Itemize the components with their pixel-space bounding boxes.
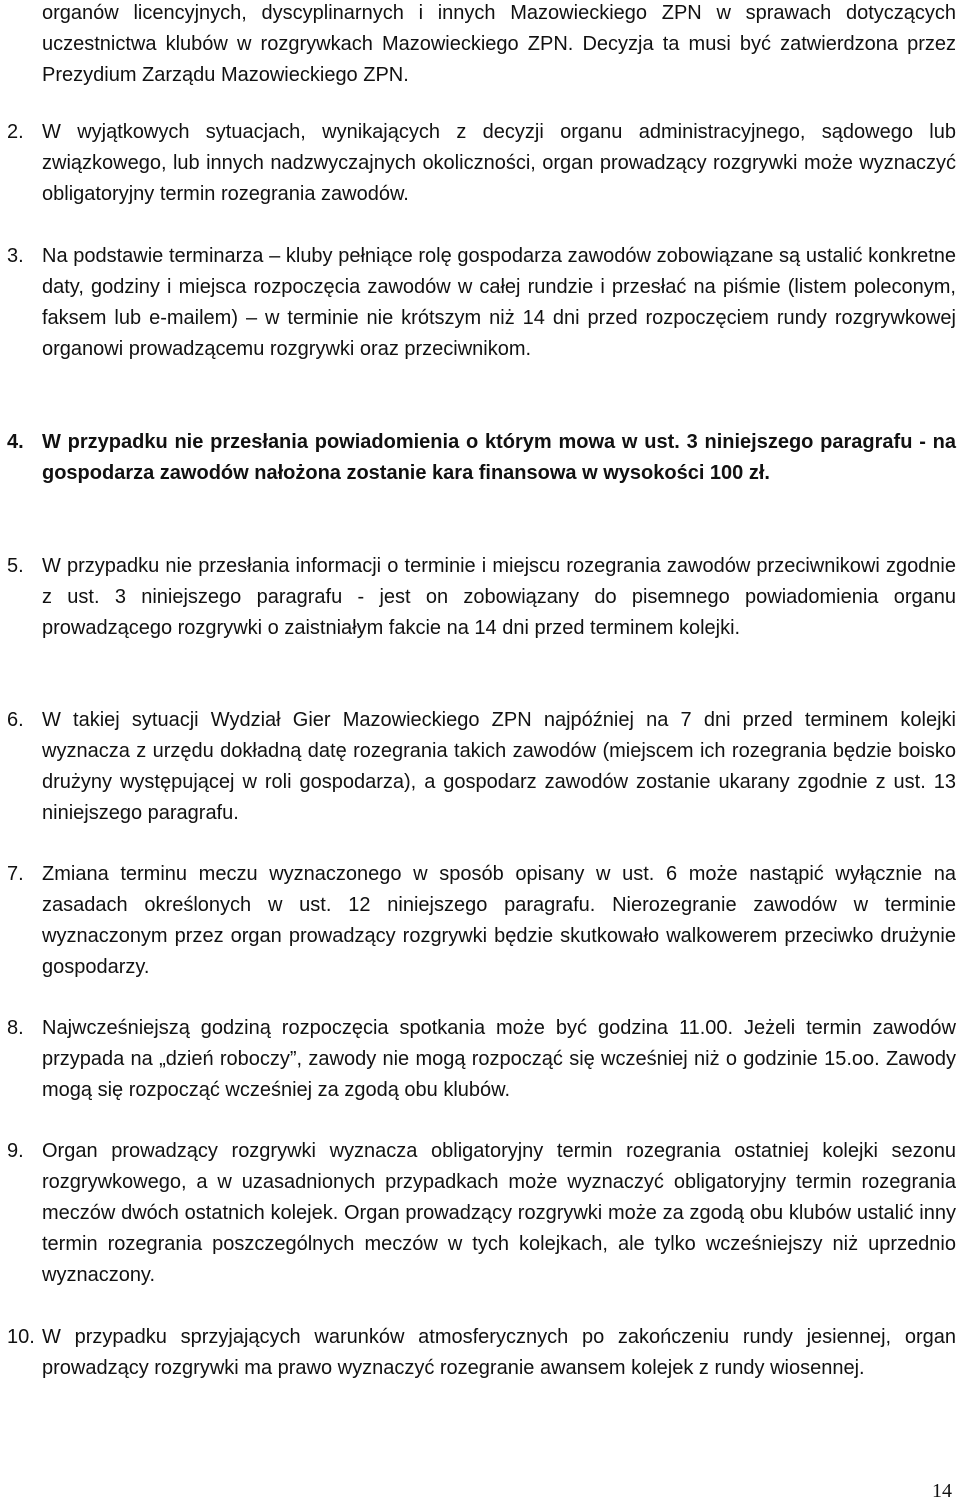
item-number: 5. (7, 555, 24, 577)
item-number: 10. (7, 1326, 35, 1348)
item-text: Organ prowadzący rozgrywki wyznacza obligatoryjny termin rozegrania ostatniej kolejki sezonu rozgrywkowego, a w uzasadnionych przypadkach może wyznaczyć obligatoryjny termin rozegrania meczów dwóch ostatnich kolejek. Organ prowadzący rozgrywki może za zgodą obu klubów ustalić inny termin rozegrania poszczególnych meczów w tych kolejkach, ale tylko wcześniejszy niż uprzednio wyznaczony. (42, 1140, 956, 1286)
item-text: W przypadku nie przesłania powiadomienia o którym mowa w ust. 3 niniejszego paragrafu - na gospodarza zawodów nałożona zostanie kara finansowa w wysokości 100 zł. (42, 431, 956, 484)
item-number: 2. (7, 121, 24, 143)
item-number: 9. (7, 1140, 24, 1162)
item-number: 7. (7, 863, 24, 885)
item-text: Na podstawie terminarza – kluby pełniące rolę gospodarza zawodów zobowiązane są ustalić konkretne daty, godziny i miejsca rozpoczęcia zawodów w całej rundzie i przesłać na piśmie (listem poleconym, faksem lub e-mailem) – w terminie nie krótszym niż 14 dni przed rozpoczęciem rundy rozgrywkowej organowi prowadzącemu rozgrywki oraz przeciwnikom. (42, 245, 956, 360)
item-number: 8. (7, 1017, 24, 1039)
continuation-paragraph: organów licencyjnych, dyscyplinarnych i innych Mazowieckiego ZPN w sprawach dotyczących uczestnictwa klubów w rozgrywkach Mazowieckiego ZPN. Decyzja ta musi być zatwierdzona przez Prezydium Zarządu Mazowieckiego ZPN. (42, 2, 956, 86)
item-text: W takiej sytuacji Wydział Gier Mazowieckiego ZPN najpóźniej na 7 dni przed terminem kolejki wyznacza z urzędu dokładną datę rozegrania takich zawodów (miejscem ich rozegrania będzie boisko drużyny występującej w roli gospodarza), a gospodarz zawodów zostanie ukarany zgodnie z ust. 13 niniejszego paragrafu. (42, 709, 956, 824)
item-text: W przypadku sprzyjających warunków atmosferycznych po zakończeniu rundy jesiennej, organ prowadzący rozgrywki ma prawo wyznaczyć rozegranie awansem kolejek z rundy wiosennej. (42, 1326, 956, 1379)
item-text: Najwcześniejszą godziną rozpoczęcia spotkania może być godzina 11.00. Jeżeli termin zawodów przypada na „dzień roboczy”, zawody nie mogą rozpocząć się wcześniej niż o godzinie 15.oo. Zawody mogą się rozpocząć wcześniej za zgodą obu klubów. (42, 1017, 956, 1101)
item-text: Zmiana terminu meczu wyznaczonego w sposób opisany w ust. 6 może nastąpić wyłącznie na zasadach określonych w ust. 12 niniejszego paragrafu. Nierozegranie zawodów w terminie wyznaczonym przez organ prowadzący rozgrywki będzie skutkowało walkowerem przeciwko drużynie gospodarzy. (42, 863, 956, 978)
item-number: 6. (7, 709, 24, 731)
item-text: W wyjątkowych sytuacjach, wynikających z decyzji organu administracyjnego, sądowego lub związkowego, lub innych nadzwyczajnych okoliczności, organ prowadzący rozgrywki może wyznaczyć obligatoryjny termin rozegrania zawodów. (42, 121, 956, 205)
item-text: W przypadku nie przesłania informacji o terminie i miejscu rozegrania zawodów przeciwnikowi zgodnie z ust. 3 niniejszego paragrafu - jest on zobowiązany do pisemnego powiadomienia organu prowadzącego rozgrywki o zaistniałym fakcie na 14 dni przed terminem kolejki. (42, 555, 956, 639)
item-number: 3. (7, 245, 24, 267)
page-number: 14 (932, 1480, 952, 1502)
item-number: 4. (7, 431, 24, 453)
